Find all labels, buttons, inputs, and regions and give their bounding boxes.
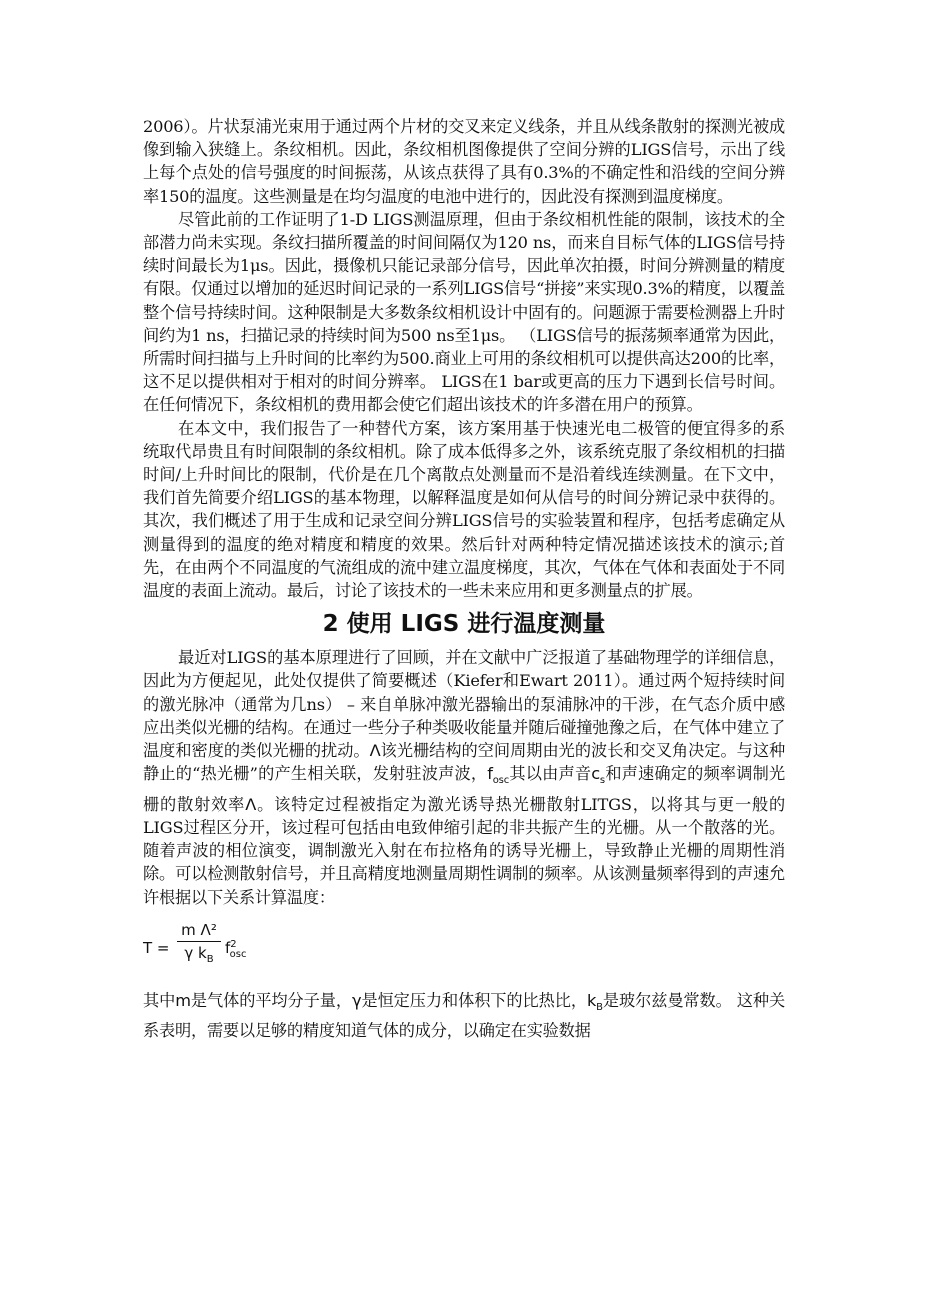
- section-heading: 2 使用 LIGS 进行温度测量: [322, 611, 606, 638]
- paragraph-variables: [143, 989, 785, 1043]
- paragraph-ligs-principles: [143, 646, 785, 908]
- lambda-symbol: Λ: [369, 741, 381, 761]
- m-symbol: m: [175, 990, 191, 1010]
- text-run: 是玻尔兹曼常数。 这种关系表明，需要以足够的精度知道气体的成分，以确定在实验数据: [143, 990, 786, 1041]
- text-run: 是气体的平均分子量，: [190, 990, 352, 1010]
- kb-symbol: $k_B$: [586, 990, 603, 1013]
- text-run: 。该特定过程被指定为激光诱导热光栅散射LITGS，以将其与更一般的LIGS过程区分开，该过程可包括由电致伸缩引起的非共振产生的光栅。从一个散落的光。随着声波的相位演变，调制激光入射在布拉格角的诱导光栅上，导致静止光栅的周期性消除。可以检测散射信号，并且高精度地测量周期性调制的频率。从该测量频率得到的声速允许根据以下关系计算温度：: [143, 794, 785, 907]
- formula-denominator: γ $k_B$: [184, 943, 214, 965]
- formula-numerator: m Λ²: [177, 921, 221, 942]
- text-run: 该光栅结构的空间周期由光的波长和交叉角决定。与这种静止的“热光栅”的产生相关联，发射驻波声波，: [143, 741, 786, 784]
- paragraph-intro: 2006）。片状泵浦光束用于通过两个片材的交叉来定义线条，并且从线条散射的探测光被成像到输入狭缝上。条纹相机。因此，条纹相机图像提供了空间分辨的LIGS信号，示出了线上每个点处的信号强度的时间振荡，从该点获得了具有0.3%的不确定性和沿线的空间分辨率150的温度。这些测量是在均匀温度的电池中进行的，因此没有探测到温度梯度。: [143, 117, 785, 206]
- paragraph-streak-camera-limits: 尽管此前的工作证明了1-D LIGS测温原理，但由于条纹相机性能的限制，该技术的全部潜力尚未实现。条纹扫描所覆盖的时间间隔仅为120 ns，而来自目标气体的LIGS信号持续时间最长为1μs。因此，摄像机只能记录部分信号，因此单次拍摄，时间分辨测量的精度有限。仅通过以增加的延迟时间记录的一系列LIGS信号“拼接”来实现0.3%的精度，以覆盖整个信号持续时间。这种限制是大多数条纹相机设计中固有的。问题源于需要检测器上升时间约为1 ns，扫描记录的持续时间为500 ns至1μs。 （LIGS信号的振荡频率通常为因此，所需时间扫描与上升时间的比率约为500.商业上可用的条纹相机可以提供高达200的比率，这不足以提供相对于相对的时间分辨率。 LIGS在1 bar或更高的压力下遇到长信号时间。在任何情况下，条纹相机的费用都会使它们超出该技术的许多潜在用户的预算。: [143, 209, 785, 415]
- formula-lhs: T =: [143, 938, 170, 957]
- gamma-symbol: γ: [351, 990, 362, 1010]
- lambda-symbol: Λ: [245, 794, 257, 814]
- cs-symbol: $c_s$: [591, 764, 605, 787]
- text-run: 和声速确定的频率调制光栅的散射效率: [143, 764, 785, 814]
- paragraph-alternative-scheme: 在本文中，我们报告了一种替代方案，该方案用基于快速光电二极管的便宜得多的系统取代昂贵且有时间限制的条纹相机。除了成本低得多之外，该系统克服了条纹相机的扫描时间/上升时间比的限制，代价是在几个离散点处测量而不是沿着线连续测量。在下文中，我们首先简要介绍LIGS的基本物理，以解释温度是如何从信号的时间分辨记录中获得的。其次，我们概述了用于生成和记录空间分辨LIGS信号的实验装置和程序，包括考虑确定从测量得到的温度的绝对精度和精度的效果。然后针对两种特定情况描述该技术的演示;首先，在由两个不同温度的气流组成的流中建立温度梯度，其次，气体在气体和表面处于不同温度的表面上流动。最后，讨论了该技术的一些未来应用和更多测量点的扩展。: [143, 418, 785, 601]
- temperature-formula: [143, 919, 785, 979]
- f-osc-symbol: $f_{osc}$: [487, 764, 509, 787]
- text-run: 是恒定压力和体积下的比热比，: [361, 990, 587, 1010]
- text-run: 其中: [143, 990, 176, 1010]
- text-run: 最近对LIGS的基本原理进行了回顾，并在文献中广泛报道了基础物理学的详细信息，因此为方便起见，此处仅提供了简要概述（Kiefer和Ewart 2011）。通过两个短持续时间的激光脉冲（通常为几ns） – 来自单脉冲激光器输出的泵浦脉冲的干涉，在气态介质中感应出类似光栅的结构。在通过一些分子种类吸收能量并随后碰撞弛豫之后，在气体中建立了温度和密度的类似光栅的扰动。: [143, 648, 785, 761]
- document-page: [143, 115, 785, 1042]
- formula-fraction: [177, 921, 221, 965]
- formula-f-osc-squared: $f^2_{osc}$: [225, 938, 247, 960]
- text-run: 其以由声音: [509, 764, 592, 784]
